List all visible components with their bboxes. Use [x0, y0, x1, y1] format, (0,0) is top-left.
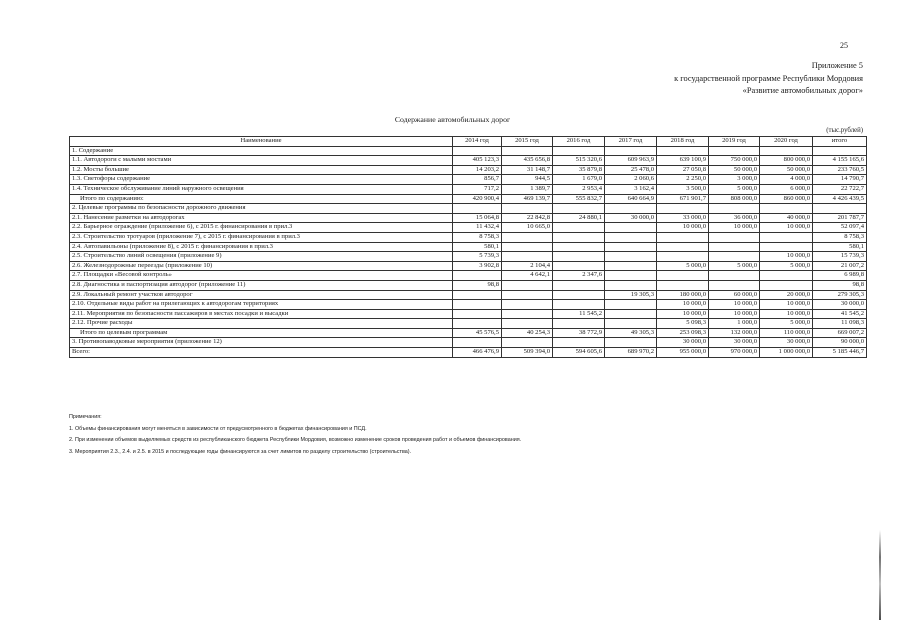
row-value-cell: 6 989,8	[813, 271, 867, 281]
row-value-cell	[760, 242, 813, 252]
row-value-cell: 15 064,8	[453, 213, 502, 223]
row-value-cell: 98,8	[453, 280, 502, 290]
appendix-line-2: к государственной программе Республики Мордовия	[674, 73, 863, 83]
row-value-cell: 955 000,0	[657, 348, 709, 358]
row-value-cell	[760, 271, 813, 281]
row-value-cell: 15 739,3	[813, 252, 867, 262]
row-value-cell	[502, 309, 553, 319]
row-value-cell: 25 478,0	[605, 165, 657, 175]
row-value-cell: 2 250,0	[657, 175, 709, 185]
row-value-cell	[553, 300, 605, 310]
row-value-cell: 469 139,7	[502, 194, 553, 204]
header-name: Наименование	[70, 137, 453, 147]
row-name-cell: 2.11. Мероприятия по безопасности пассажиров в местах посадки и высадки	[70, 309, 453, 319]
row-value-cell: 2 953,4	[553, 184, 605, 194]
row-value-cell: 30 000,0	[605, 213, 657, 223]
row-value-cell	[657, 204, 709, 214]
row-value-cell: 40 254,3	[502, 328, 553, 338]
row-value-cell: 580,1	[453, 242, 502, 252]
row-value-cell: 800 000,0	[760, 156, 813, 166]
row-value-cell: 750 000,0	[709, 156, 760, 166]
row-value-cell: 233 760,5	[813, 165, 867, 175]
appendix-line-3: «Развитие автомобильных дорог»	[742, 86, 863, 95]
row-value-cell: 717,2	[453, 184, 502, 194]
row-value-cell	[657, 271, 709, 281]
row-value-cell: 970 000,0	[709, 348, 760, 358]
row-value-cell	[553, 280, 605, 290]
row-value-cell	[502, 232, 553, 242]
row-value-cell	[502, 252, 553, 262]
row-value-cell: 671 901,7	[657, 194, 709, 204]
row-value-cell	[760, 146, 813, 156]
row-name-cell: Итого по содержанию:	[70, 194, 453, 204]
row-value-cell	[605, 280, 657, 290]
row-value-cell: 20 000,0	[760, 290, 813, 300]
row-value-cell: 90 000,0	[813, 338, 867, 348]
row-value-cell: 41 545,2	[813, 309, 867, 319]
row-value-cell	[657, 242, 709, 252]
row-value-cell	[502, 338, 553, 348]
row-value-cell	[657, 146, 709, 156]
row-value-cell: 38 772,9	[553, 328, 605, 338]
header-2018: 2018 год	[657, 137, 709, 147]
row-value-cell: 689 970,2	[605, 348, 657, 358]
row-value-cell: 21 007,2	[813, 261, 867, 271]
row-value-cell: 11 098,3	[813, 319, 867, 329]
row-value-cell: 180 000,0	[657, 290, 709, 300]
row-value-cell	[605, 309, 657, 319]
row-value-cell	[553, 204, 605, 214]
row-value-cell: 10 000,0	[760, 309, 813, 319]
row-value-cell	[605, 204, 657, 214]
row-value-cell: 2 347,6	[553, 271, 605, 281]
note-item: 3. Мероприятия 2.3., 2.4. и 2.5. в 2015 и последующие годы финансируются за счет лимитов по разделу строительство (строительства).	[69, 448, 412, 455]
row-value-cell: 5 000,0	[760, 319, 813, 329]
row-value-cell	[502, 319, 553, 329]
row-name-cell: 2.8. Диагностика и паспортизация автодорог (приложение 11)	[70, 280, 453, 290]
row-value-cell	[605, 271, 657, 281]
row-value-cell	[657, 252, 709, 262]
row-value-cell	[709, 280, 760, 290]
row-value-cell	[453, 309, 502, 319]
row-name-cell: 2.7. Площадки «Весовой контроль»	[70, 271, 453, 281]
row-value-cell: 1 679,0	[553, 175, 605, 185]
row-value-cell: 1 000,0	[709, 319, 760, 329]
row-value-cell	[502, 290, 553, 300]
table-row	[70, 156, 867, 166]
row-value-cell	[813, 204, 867, 214]
row-name-cell: 2. Целевые программы по безопасности дорожного движения	[70, 204, 453, 214]
row-value-cell: 45 576,5	[453, 328, 502, 338]
row-value-cell	[453, 290, 502, 300]
row-value-cell: 1 389,7	[502, 184, 553, 194]
row-value-cell	[709, 271, 760, 281]
table-row	[70, 165, 867, 175]
row-value-cell: 10 000,0	[657, 309, 709, 319]
header-2019: 2019 год	[709, 137, 760, 147]
row-value-cell: 580,1	[813, 242, 867, 252]
row-value-cell: 14 790,7	[813, 175, 867, 185]
row-value-cell: 30 000,0	[813, 300, 867, 310]
budget-table	[69, 136, 867, 358]
row-value-cell: 50 000,0	[709, 165, 760, 175]
row-value-cell: 669 007,2	[813, 328, 867, 338]
row-value-cell: 10 000,0	[760, 300, 813, 310]
row-value-cell	[709, 232, 760, 242]
row-value-cell: 4 155 165,6	[813, 156, 867, 166]
row-value-cell: 98,8	[813, 280, 867, 290]
row-value-cell: 5 185 446,7	[813, 348, 867, 358]
row-value-cell: 609 963,9	[605, 156, 657, 166]
row-value-cell	[605, 146, 657, 156]
row-value-cell	[502, 146, 553, 156]
row-value-cell	[605, 338, 657, 348]
row-value-cell: 808 000,0	[709, 194, 760, 204]
row-value-cell: 8 758,3	[813, 232, 867, 242]
row-value-cell: 10 000,0	[709, 309, 760, 319]
row-value-cell: 27 050,8	[657, 165, 709, 175]
row-value-cell	[453, 338, 502, 348]
row-value-cell	[605, 319, 657, 329]
row-value-cell: 6 000,0	[760, 184, 813, 194]
row-value-cell: 31 148,7	[502, 165, 553, 175]
row-value-cell: 10 000,0	[709, 300, 760, 310]
header-2017: 2017 год	[605, 137, 657, 147]
row-value-cell	[813, 146, 867, 156]
row-value-cell: 22 842,8	[502, 213, 553, 223]
row-value-cell	[760, 280, 813, 290]
row-value-cell: 132 000,0	[709, 328, 760, 338]
row-name-cell: 2.2. Барьерное ограждение (приложение 6), с 2015 г. финансирования в прил.3	[70, 223, 453, 233]
row-value-cell: 8 758,3	[453, 232, 502, 242]
row-value-cell: 3 000,0	[709, 175, 760, 185]
table-row	[70, 271, 867, 281]
row-value-cell: 5 000,0	[657, 261, 709, 271]
header-2016: 2016 год	[553, 137, 605, 147]
row-name-cell: 3. Противопаводковые мероприятия (приложение 12)	[70, 338, 453, 348]
row-value-cell: 5 000,0	[709, 184, 760, 194]
row-value-cell: 253 098,3	[657, 328, 709, 338]
table-row	[70, 328, 867, 338]
row-name-cell: 2.9. Локальный ремонт участков автодорог	[70, 290, 453, 300]
row-value-cell: 3 162,4	[605, 184, 657, 194]
row-value-cell	[553, 242, 605, 252]
row-value-cell: 10 000,0	[657, 223, 709, 233]
row-value-cell	[553, 223, 605, 233]
page-number: 25	[840, 41, 848, 50]
row-value-cell	[453, 319, 502, 329]
row-value-cell: 5 000,0	[709, 261, 760, 271]
row-value-cell: 405 123,3	[453, 156, 502, 166]
row-value-cell: 856,7	[453, 175, 502, 185]
row-value-cell	[553, 252, 605, 262]
notes-heading: Примечания:	[69, 414, 102, 420]
table-row	[70, 204, 867, 214]
table-row	[70, 242, 867, 252]
row-name-cell: 2.3. Строительство тротуаров (приложение 7), с 2015 г. финансирования в прил.3	[70, 232, 453, 242]
row-value-cell: 19 305,3	[605, 290, 657, 300]
row-name-cell: 2.10. Отдельные виды работ на прилегающих к автодорогам территориях	[70, 300, 453, 310]
row-value-cell: 40 000,0	[760, 213, 813, 223]
row-value-cell: 30 000,0	[657, 338, 709, 348]
row-value-cell: 201 787,7	[813, 213, 867, 223]
row-value-cell	[605, 300, 657, 310]
row-value-cell: 30 000,0	[760, 338, 813, 348]
row-value-cell	[553, 261, 605, 271]
table-header-row	[70, 137, 867, 147]
row-value-cell: 3 902,8	[453, 261, 502, 271]
row-value-cell	[709, 146, 760, 156]
table-row	[70, 232, 867, 242]
row-value-cell: 466 476,9	[453, 348, 502, 358]
row-value-cell: 50 000,0	[760, 165, 813, 175]
row-value-cell: 30 000,0	[709, 338, 760, 348]
row-value-cell: 639 100,9	[657, 156, 709, 166]
table-body	[70, 146, 867, 357]
row-value-cell	[502, 242, 553, 252]
row-value-cell	[605, 261, 657, 271]
header-total: итого	[813, 137, 867, 147]
row-name-cell: 1.3. Светофоры содержание	[70, 175, 453, 185]
row-name-cell: 2.1. Нанесение разметки на автодорогах	[70, 213, 453, 223]
row-name-cell: Итого по целевым программам	[70, 328, 453, 338]
units-label: (тыс.рублей)	[826, 127, 863, 134]
row-value-cell	[502, 300, 553, 310]
row-value-cell: 22 722,7	[813, 184, 867, 194]
row-value-cell	[657, 232, 709, 242]
row-value-cell: 2 060,6	[605, 175, 657, 185]
table-row	[70, 290, 867, 300]
row-value-cell	[502, 204, 553, 214]
row-value-cell: 11 545,2	[553, 309, 605, 319]
row-value-cell	[760, 204, 813, 214]
row-name-cell: 1.1. Автодороги с малыми мостами	[70, 156, 453, 166]
row-value-cell: 11 432,4	[453, 223, 502, 233]
row-value-cell	[453, 271, 502, 281]
row-name-cell: Всего:	[70, 348, 453, 358]
row-value-cell	[553, 338, 605, 348]
table-row	[70, 146, 867, 156]
header-2020: 2020 год	[760, 137, 813, 147]
scan-edge-mark	[879, 530, 881, 620]
note-item: 1. Объемы финансирования могут меняться в зависимости от предусмотренного в бюджетах финансирования и ПСД.	[69, 425, 367, 432]
row-value-cell	[605, 232, 657, 242]
row-value-cell	[453, 204, 502, 214]
appendix-block	[563, 60, 863, 98]
row-value-cell: 4 426 439,5	[813, 194, 867, 204]
header-2015: 2015 год	[502, 137, 553, 147]
table-row	[70, 194, 867, 204]
table-row	[70, 319, 867, 329]
row-value-cell: 860 000,0	[760, 194, 813, 204]
table-row	[70, 184, 867, 194]
row-value-cell	[553, 146, 605, 156]
row-value-cell	[453, 146, 502, 156]
appendix-line-1: Приложение 5	[811, 61, 863, 70]
table-row	[70, 252, 867, 262]
row-value-cell	[709, 242, 760, 252]
row-name-cell: 2.12. Прочие расходы	[70, 319, 453, 329]
table-row	[70, 175, 867, 185]
row-value-cell	[709, 204, 760, 214]
notes-block	[69, 412, 521, 458]
row-value-cell	[657, 280, 709, 290]
row-value-cell: 60 000,0	[709, 290, 760, 300]
row-value-cell: 14 203,2	[453, 165, 502, 175]
row-value-cell	[553, 319, 605, 329]
row-value-cell: 10 000,0	[657, 300, 709, 310]
row-value-cell: 420 900,4	[453, 194, 502, 204]
row-value-cell: 10 000,0	[709, 223, 760, 233]
table-row	[70, 223, 867, 233]
row-name-cell: 1.4. Техническое обслуживание линий наружного освещения	[70, 184, 453, 194]
row-value-cell: 435 656,8	[502, 156, 553, 166]
row-value-cell	[502, 280, 553, 290]
document-title: Содержание автомобильных дорог	[394, 115, 511, 124]
row-value-cell: 3 500,0	[657, 184, 709, 194]
row-value-cell: 110 000,0	[760, 328, 813, 338]
row-name-cell: 1. Содержание	[70, 146, 453, 156]
table-row	[70, 338, 867, 348]
row-value-cell	[709, 252, 760, 262]
row-value-cell: 24 880,1	[553, 213, 605, 223]
row-value-cell	[553, 290, 605, 300]
row-value-cell: 49 305,3	[605, 328, 657, 338]
table-row	[70, 261, 867, 271]
row-value-cell: 944,5	[502, 175, 553, 185]
table-row	[70, 309, 867, 319]
row-name-cell: 2.6. Железнодорожные переезды (приложение 10)	[70, 261, 453, 271]
row-value-cell: 640 664,9	[605, 194, 657, 204]
row-value-cell	[605, 252, 657, 262]
row-value-cell	[605, 223, 657, 233]
row-value-cell: 36 000,0	[709, 213, 760, 223]
row-value-cell: 10 000,0	[760, 252, 813, 262]
row-value-cell: 5 739,3	[453, 252, 502, 262]
row-value-cell: 2 104,4	[502, 261, 553, 271]
row-name-cell: 2.4. Автопавильоны (приложение 8), с 2015 г. финансирования в прил.3	[70, 242, 453, 252]
header-2014: 2014 год	[453, 137, 502, 147]
row-value-cell: 594 605,6	[553, 348, 605, 358]
row-value-cell: 515 320,6	[553, 156, 605, 166]
table-row	[70, 280, 867, 290]
row-value-cell: 52 097,4	[813, 223, 867, 233]
table-row	[70, 348, 867, 358]
row-value-cell: 10 665,0	[502, 223, 553, 233]
row-value-cell: 33 000,0	[657, 213, 709, 223]
row-value-cell	[605, 242, 657, 252]
row-value-cell: 35 879,8	[553, 165, 605, 175]
row-value-cell: 10 000,0	[760, 223, 813, 233]
row-value-cell	[760, 232, 813, 242]
row-name-cell: 2.5. Строительство линий освещения (приложение 9)	[70, 252, 453, 262]
row-value-cell: 555 832,7	[553, 194, 605, 204]
table-row	[70, 213, 867, 223]
row-value-cell: 1 000 000,0	[760, 348, 813, 358]
row-value-cell: 5 098,3	[657, 319, 709, 329]
row-value-cell: 4 000,0	[760, 175, 813, 185]
row-value-cell: 509 394,0	[502, 348, 553, 358]
row-value-cell: 5 000,0	[760, 261, 813, 271]
row-value-cell: 279 305,3	[813, 290, 867, 300]
row-value-cell	[453, 300, 502, 310]
note-item: 2. При изменении объемов выделяемых средств из республиканского бюджета Республики Мордовия, возможно изменение сроков проведения работ и объемов финансирования.	[69, 437, 522, 443]
row-name-cell: 1.2. Мосты большие	[70, 165, 453, 175]
table-row	[70, 300, 867, 310]
row-value-cell: 4 642,1	[502, 271, 553, 281]
row-value-cell	[553, 232, 605, 242]
